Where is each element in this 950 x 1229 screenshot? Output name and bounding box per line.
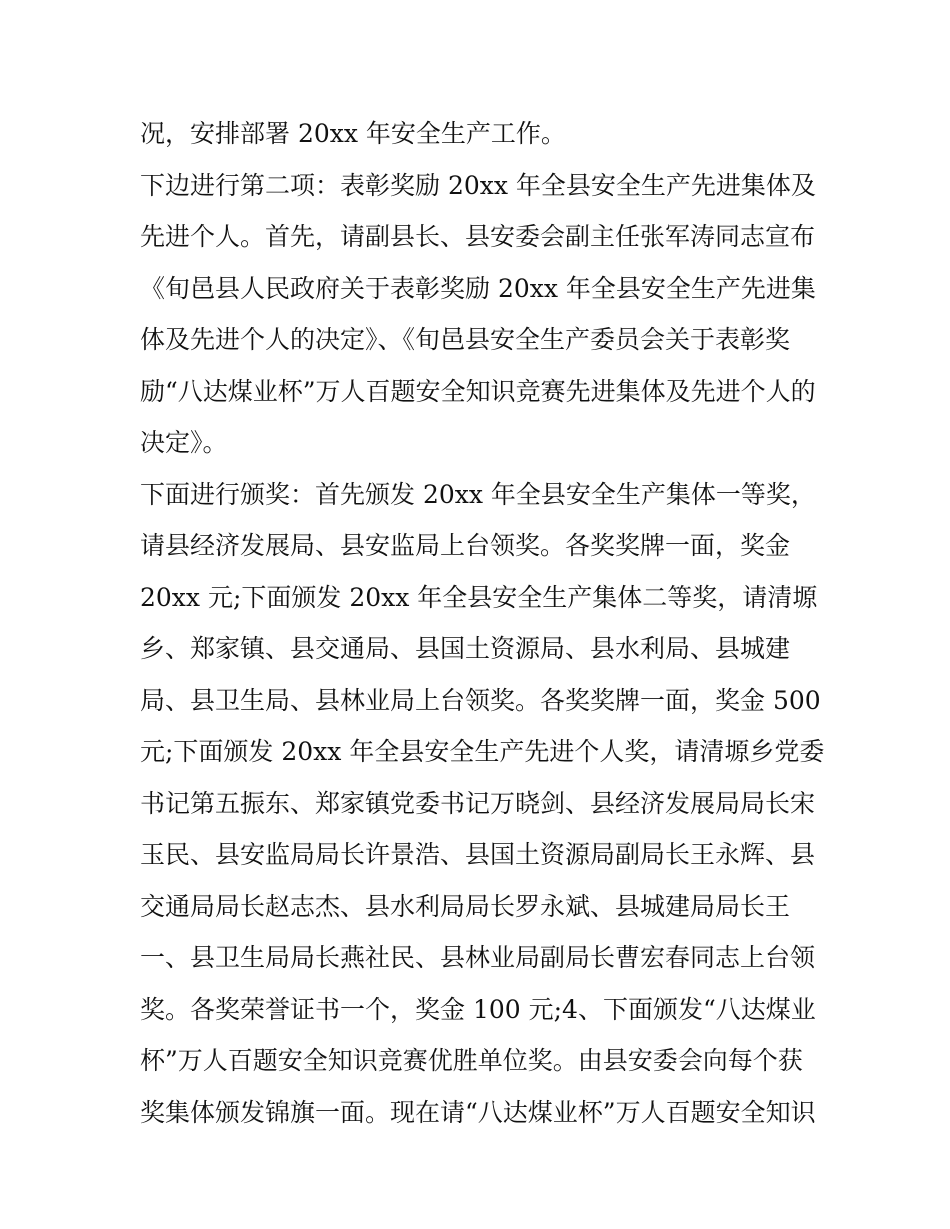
text-line: 体及先进个人的决定》、《旬邑县安全生产委员会关于表彰奖 [140, 325, 791, 354]
text-line: 奖集体颁发锦旗一面。现在请“八达煤业杯”万人百题安全知识 [140, 1097, 816, 1127]
text-line: 《旬邑县人民政府关于表彰奖励 20xx 年全县安全生产先进集 [140, 273, 816, 303]
text-line: 元;下面颁发 20xx 年全县安全生产先进个人奖，请清塬乡党委 [140, 737, 825, 766]
text-line: 下边进行第二项：表彰奖励 20xx 年全县安全生产先进集体及 [140, 170, 816, 200]
text-line: 奖。各奖荣誉证书一个，奖金 100 元;4、下面颁发“八达煤业 [140, 994, 816, 1024]
text-line: 决定》。 [140, 428, 228, 457]
text-line: 交通局局长赵志杰、县水利局局长罗永斌、县城建局局长王 [140, 891, 791, 921]
text-line: 请县经济发展局、县安监局上台领奖。各奖奖牌一面，奖金 [140, 531, 791, 560]
text-line: 20xx 元;下面颁发 20xx 年全县安全生产集体二等奖，请清塬 [140, 582, 818, 612]
body-text [140, 108, 825, 1138]
text-line: 局、县卫生局、县林业局上台领奖。各奖奖牌一面，奖金 500 [140, 685, 821, 715]
text-line: 杯”万人百题安全知识竞赛优胜单位奖。由县安委会向每个获 [140, 1046, 803, 1075]
text-line: 先进个人。首先，请副县长、县安委会副主任张军涛同志宣布 [140, 222, 816, 251]
text-line: 乡、郑家镇、县交通局、县国土资源局、县水利局、县城建 [140, 634, 791, 663]
text-line: 玉民、县安监局局长许景浩、县国土资源局副局长王永辉、县 [140, 840, 816, 869]
text-line: 一、县卫生局局长燕社民、县林业局副局长曹宏春同志上台领 [140, 943, 816, 972]
text-line: 下面进行颁奖：首先颁发 20xx 年全县安全生产集体一等奖， [140, 479, 816, 509]
text-line: 况，安排部署 20xx 年安全生产工作。 [140, 119, 566, 148]
text-line: 励“八达煤业杯”万人百题安全知识竞赛先进集体及先进个人的 [140, 376, 816, 406]
text-line: 书记第五振东、郑家镇党委书记万晓剑、县经济发展局局长宋 [140, 788, 816, 818]
